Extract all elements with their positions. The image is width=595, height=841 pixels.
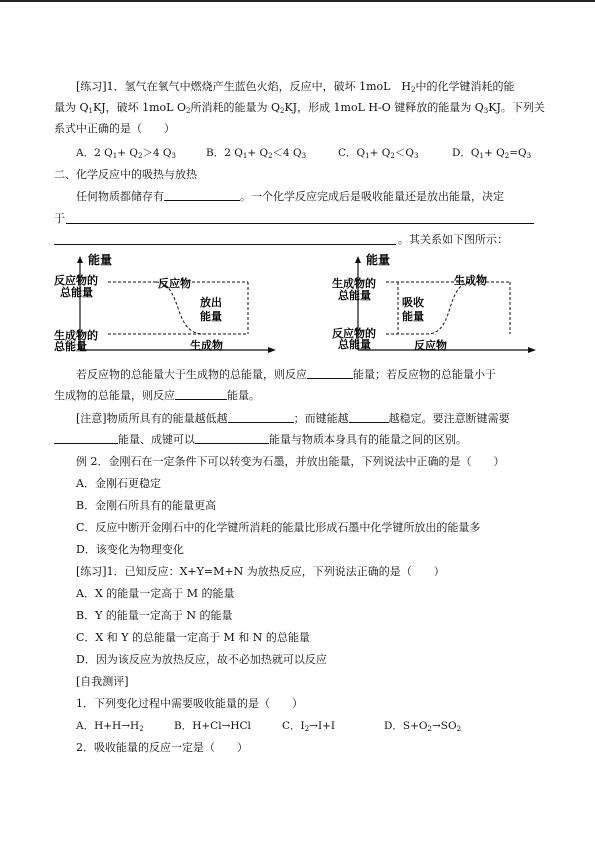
fill-blank[interactable] [349,412,389,423]
option-text: A．H+H→H [76,720,140,732]
x-axis-arrow [268,347,276,353]
product-total-label: 生成物的 [332,277,376,290]
fill-blank-line[interactable] [66,223,534,224]
note-text: 能量、成键可以 [118,433,195,446]
conclusion-line1 [76,368,496,382]
subscript: 2 [268,152,273,160]
option-text: A．2 Q [76,147,113,159]
conclusion-text: 能量。 [227,389,260,402]
example2-option-b[interactable]: B．金刚石所具有的能量更高 [76,499,217,512]
reactant-total-label: 反应物的 [332,327,376,340]
option-text: + Q [484,147,505,159]
practice1-option-a[interactable] [76,146,176,160]
practice2-question: [练习]1．已知反应：X+Y=M+N 为放热反应，下列说法正确的是（ ） [76,565,445,578]
conclusion-text: 能量；若反应物的总能量小于 [353,368,496,381]
option-text: B．2 Q [206,147,243,159]
option-text: ＜4 Q [272,147,302,159]
product-bottom-label: 生成物 [190,339,223,352]
fill-blank[interactable] [195,433,269,444]
energy-released-label: 放出 [200,296,222,309]
subscript: 1 [112,152,118,160]
exothermic-energy-diagram [52,250,282,360]
fill-blank[interactable] [307,368,353,379]
product-total-label: 总能量 [338,289,371,302]
section2-text: 任何物质都储存有 [76,190,164,203]
subscript: 2 [504,152,510,160]
example2-question: 例 2．金刚石在一定条件下可以转变为石墨，并放出能量，下列说法中正确的是（ ） [76,455,505,468]
example2-option-d[interactable]: D．该变化为物理变化 [76,543,184,556]
subscript: 2 [411,86,416,94]
section2-text: 。一个化学反应完成后是吸收能量还是放出能量，决定 [240,190,504,203]
product-total-label: 总能量 [54,340,87,353]
practice1-option-c[interactable] [338,146,418,160]
self-test-heading: [自我测评] [76,675,129,688]
option-text: ＜Q [394,147,414,159]
self-test-q1-option-b[interactable]: B．H+Cl→HCl [174,720,251,732]
practice1-option-d[interactable] [452,146,531,160]
practice1-text: 量为 Q [54,101,89,114]
option-text: →SO [432,720,457,732]
example2-option-a[interactable]: A．金刚石更稳定 [76,477,161,490]
example2-option-c[interactable]: C．反应中断开金刚石中的化学键所消耗的能量比形成石墨中化学键所放出的能量多 [76,521,481,534]
option-text: + Q [247,147,269,159]
reactant-bottom-label: 反应物 [414,339,447,352]
subscript: 2 [456,725,462,733]
note-line1 [76,412,510,426]
subscript: 1 [365,152,370,160]
reactant-top-label: 反应物 [158,277,191,290]
subscript: 1 [88,107,93,115]
practice1-line3: 系式中正确的是（ ） [54,122,175,135]
subscript: 2 [279,107,285,115]
practice1-text: KJ。下列关 [488,101,545,114]
energy-released-label: 能量 [200,310,222,323]
conclusion-text: 生成物的总能量，则反应 [54,389,175,402]
subscript: 2 [185,107,191,115]
conclusion-line2 [54,389,260,403]
subscript: 2 [427,725,432,733]
practice2-option-a[interactable]: A．X 的能量一定高于 M 的能量 [76,587,235,600]
practice2-option-c[interactable]: C．X 和 Y 的总能量一定高于 M 和 N 的总能量 [76,631,310,644]
subscript: 2 [139,725,144,733]
practice1-text: KJ，破坏 1moL O [92,101,186,114]
note-line2 [54,433,467,447]
practice1-line1 [76,80,515,94]
energy-axis-label: 能量 [366,253,391,267]
subscript: 3 [301,152,307,160]
practice1-text: KJ，形成 1moL H-O 键释放的能量为 Q [284,101,484,114]
product-top-label: 生成物 [454,274,487,287]
self-test-question-1: 1．下列变化过程中需要吸收能量的是（ ） [76,697,303,710]
practice2-option-d[interactable]: D．因为该反应为放热反应，故不必加热就可以反应 [76,653,327,666]
option-text: + Q [369,147,391,159]
energy-absorbed-label: 能量 [402,310,424,323]
subscript: 2 [304,725,310,733]
subscript: 3 [413,152,419,160]
endothermic-energy-diagram [330,250,545,360]
fill-blank[interactable] [54,433,118,444]
practice1-text: [练习]1．氢气在氧气中燃烧产生蓝色火焰，反应中，破坏 1moL H [76,80,412,93]
reactant-total-label: 总能量 [60,286,93,299]
section2-line1 [76,190,504,204]
conclusion-text: 若反应物的总能量大于生成物的总能量，则反应 [76,368,307,381]
subscript: 3 [483,107,489,115]
note-text: 能量与物质本身具有的能量之间的区别。 [269,433,467,446]
subscript: 3 [526,152,532,160]
option-text: C．Q [338,147,366,159]
practice1-option-b[interactable] [206,146,306,160]
note-text: 越稳定。要注意断键需要 [388,412,510,425]
option-text: D．Q [452,147,480,159]
practice1-line2 [54,101,545,115]
option-text: D．S+O [384,720,428,732]
reaction-curve [426,282,474,334]
section2-line2: 于 [54,212,65,225]
x-axis-arrow [528,347,536,353]
self-test-q1-option-d[interactable] [384,719,461,733]
fill-blank[interactable] [175,389,227,400]
energy-absorbed-label: 吸收 [402,296,424,309]
option-text: + Q [117,147,138,159]
section2-heading: 二、化学反应中的吸热与放热 [54,168,197,181]
practice2-option-b[interactable]: B．Y 的能量一定高于 N 的能量 [76,609,233,622]
fill-blank-line[interactable] [54,244,396,245]
reactant-total-label: 总能量 [338,338,371,351]
option-text: ＞4 Q [142,147,172,159]
self-test-q1-option-a[interactable] [76,719,144,733]
note-text: ；而键能越 [293,412,349,425]
fill-blank[interactable] [164,190,240,201]
subscript: 1 [242,152,248,160]
practice1-text: 中的化学键消耗的能 [415,80,515,93]
reactant-total-label: 反应物的 [54,274,98,287]
subscript: 2 [137,152,143,160]
option-text: C．I [282,720,305,732]
subscript: 3 [171,152,177,160]
subscript: 1 [479,152,484,160]
y-axis-arrow [355,256,361,263]
fill-blank[interactable] [228,412,294,423]
product-total-label: 生成物的 [54,329,98,342]
practice1-text: 所消耗的能量为 Q [190,101,280,114]
page-top-rule [0,0,595,2]
note-text: [注意]物质所具有的能量越低越 [76,412,228,425]
self-test-question-2: 2．吸收能量的反应一定是（ ） [76,741,248,754]
option-text: →I+I [309,720,336,732]
y-axis-arrow [77,256,83,263]
section2-line3: 。其关系如下图所示： [398,233,508,246]
option-text: =Q [509,147,527,159]
subscript: 2 [390,152,395,160]
self-test-q1-option-c[interactable] [282,719,335,733]
energy-axis-label: 能量 [88,253,113,267]
